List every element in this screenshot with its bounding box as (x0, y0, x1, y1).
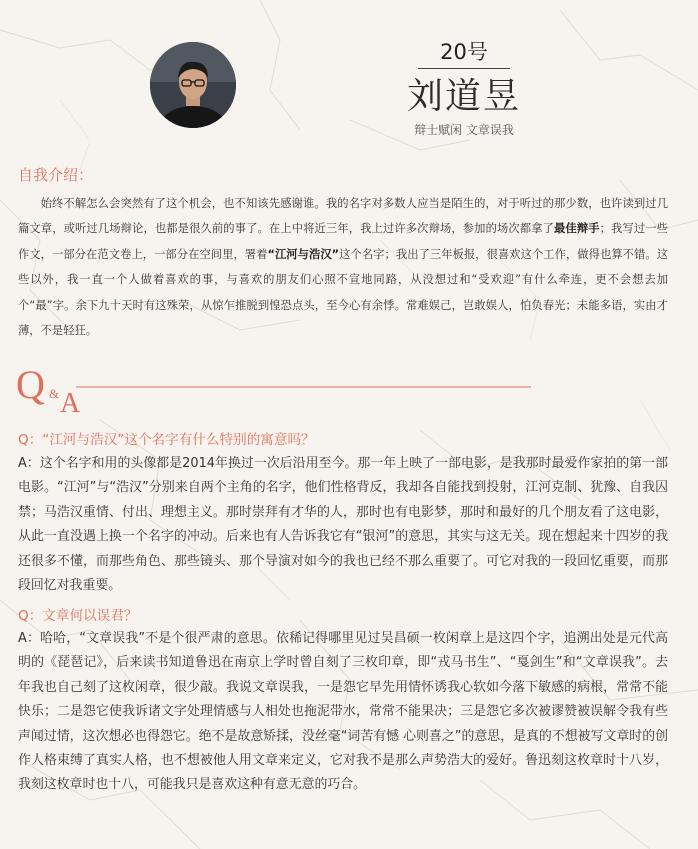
intro-bold-1: 最佳辩手 (554, 222, 600, 236)
tagline: 辩士赋闲 文章误我 (414, 123, 514, 137)
qa-logo-q: Q (16, 362, 45, 407)
intro-paragraph (18, 191, 668, 343)
qa-logo-a: A (60, 388, 81, 418)
answer-1: A：这个名字和用的头像都是2014年换过一次后沿用至今。那一年上映了一部电影，是我那时最爱作家拍的第一部电影。“江河”与“浩汉”分别来自两个主角的名字，他们性格背反，我却各自能找到投射，江河克制、犹豫、自我囚禁；马浩汉重情、付出、理想主义。那时崇拜有才华的人，那时也有电影梦，那时和最好的几个朋友看了这电影，从此一直没遇上换一个名字的冲动。后来也有人告诉我它有“银河”的意思，其实与这无关。现在想起来十四岁的我还很多不懂，而那些角色、那些镜头、那个导演对如今的我也已经不那么重要了。可它对我的一段回忆重要，而那段回忆对我重要。 (18, 456, 668, 594)
intro-text-1: 始终不解怎么会突然有了这个机会，也不知该先感谢谁。我的名字对多数人应当是陌生的，对于听过的那少数，也许读到过几篇文章，或听过几场辩论，也都是很久前的事了。在上中将近三年，我上过许多次辩场，参加的场次都拿了 (18, 197, 668, 236)
intro-text-3: 这个名字；我出了三年板报，很喜欢这个工作，做得也算不错。这些以外，我一直一个人做着喜欢的事，与喜欢的朋友们心照不宣地同路，从没想过和“受欢迎”有什么牵连，更不会想去加个“最”字。余下九十天时有这殊荣，从惊乍推脱到惶恐点头，至今心有余悸。常难娱己，岂敢娱人，怕负春光；未能多语，实由才薄，不是轻狂。 (18, 247, 668, 338)
intro-bold-2: “江河与浩汉” (267, 247, 340, 261)
avatar (150, 42, 236, 128)
intro-text-2: ；我写过一些作文，一部分在范文卷上，一部分在空间里，署着 (18, 222, 668, 261)
qa-logo (16, 362, 556, 418)
intro-heading: 自我介绍： (18, 166, 94, 184)
answer-2: A：哈哈，“文章误我”不是个很严肃的意思。依稀记得哪里见过吴昌硕一枚闲章上是这四个字，追溯出处是元代高明的《琵琶记》，后来读书知道鲁迅在南京上学时曾自刻了三枚印章，即“戎马书生”、“戛剑生”和“文章误我”。去年我也自己刻了这枚闲章，很少敲。我说文章误我，一是怨它早先用情怀诱我心软如今落下敏感的病根，常常不能快乐；二是怨它使我诉诸文字处理情感与人相处也拖泥带水，常常不能果决；三是怨它多次被谬赞被误解令我有些声闻过情，这次想必也得怨它。绝不是故意矫揉，没丝毫“词苦有憾 心则喜之”的意思，是真的不想被写文章时的创作人格束缚了真实人格，也不想被他人用文章来定义，它对我不是那么声势浩大的爱好。鲁迅刻这枚章时十八岁，我刻这枚章时也十八，可能我只是喜欢这种有意无意的巧合。 (18, 631, 668, 793)
qa-logo-amp: & (49, 386, 60, 401)
person-name: 刘道昱 (406, 76, 521, 117)
question-1: Q：“江河与浩汉”这个名字有什么特别的寓意吗？ (18, 432, 315, 448)
contestant-number: 20号 (418, 36, 510, 69)
question-2: Q：文章何以误君？ (18, 608, 138, 624)
